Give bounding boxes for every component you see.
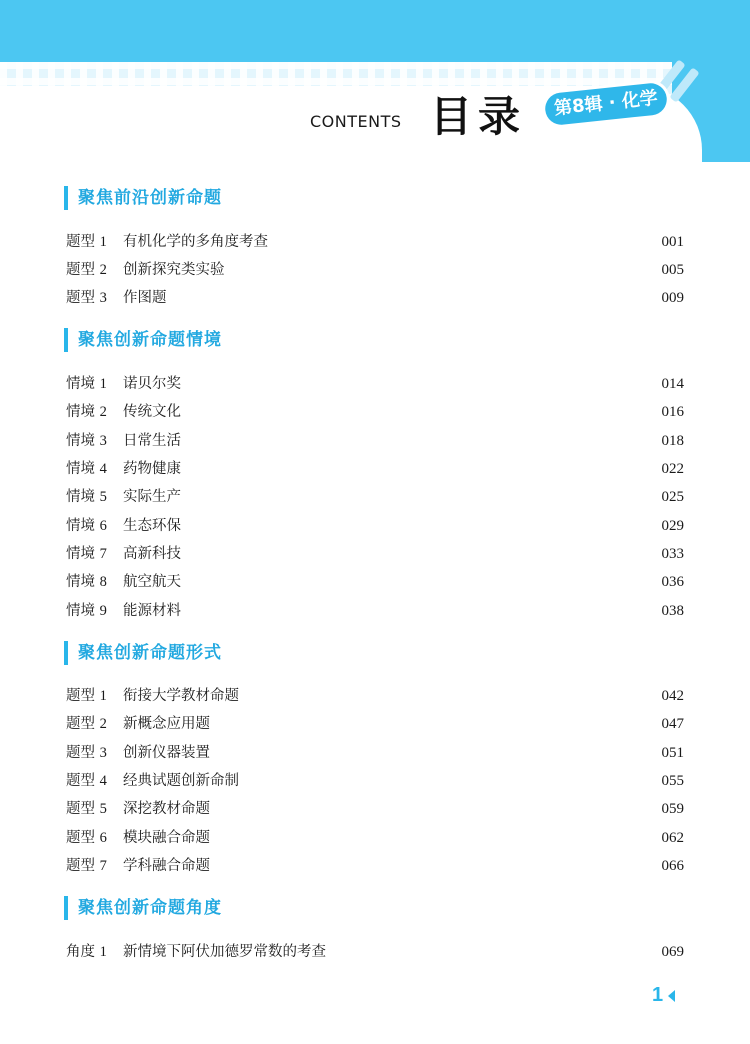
toc-entry[interactable] — [66, 798, 684, 820]
toc-entry-label: 题型 7 — [66, 858, 107, 874]
toc-entry[interactable] — [66, 941, 684, 963]
toc-entry[interactable] — [66, 373, 684, 395]
toc-entry-page: 025 — [661, 489, 684, 505]
toc-entry[interactable] — [66, 571, 684, 593]
toc-entry-label: 情境 8 — [66, 574, 107, 590]
section-heading-angle: 聚焦创新命题角度 — [64, 896, 222, 920]
toc-entry[interactable] — [66, 543, 684, 565]
toc-entry[interactable] — [66, 231, 684, 253]
toc-entry-page: 036 — [661, 574, 684, 590]
toc-entry-title: 模块融合命题 — [123, 830, 210, 846]
toc-entry-label: 情境 9 — [66, 603, 107, 619]
toc-entry[interactable] — [66, 827, 684, 849]
toc-entry-label: 题型 2 — [66, 716, 107, 732]
toc-entry-label: 题型 6 — [66, 830, 107, 846]
page-number: 1 — [652, 984, 664, 1006]
toc-entry-page: 047 — [661, 716, 684, 732]
toc-entry-label: 题型 1 — [66, 234, 107, 250]
toc-entry[interactable] — [66, 287, 684, 309]
toc-entry-title: 实际生产 — [123, 489, 181, 505]
toc-entry[interactable] — [66, 600, 684, 622]
toc-entry-page: 033 — [661, 546, 684, 562]
toc-entry[interactable] — [66, 742, 684, 764]
toc-entry-label: 情境 3 — [66, 433, 107, 449]
toc-entry-label: 题型 1 — [66, 688, 107, 704]
header-band — [0, 0, 750, 62]
toc-entry[interactable] — [66, 515, 684, 537]
toc-entry-title: 生态环保 — [123, 518, 181, 534]
toc-entry-label: 情境 7 — [66, 546, 107, 562]
toc-entry[interactable] — [66, 430, 684, 452]
toc-entry-page: 062 — [661, 830, 684, 846]
toc-entry-label: 情境 2 — [66, 404, 107, 420]
contents-label: CONTENTS — [310, 112, 402, 131]
toc-entry-title: 高新科技 — [123, 546, 181, 562]
toc-entry-title: 经典试题创新命制 — [123, 773, 239, 789]
toc-entry-title: 衔接大学教材命题 — [123, 688, 239, 704]
toc-entry-page: 009 — [661, 290, 684, 306]
toc-entry-page: 051 — [661, 745, 684, 761]
toc-entry-page: 066 — [661, 858, 684, 874]
toc-entry-page: 042 — [661, 688, 684, 704]
toc-entry-title: 药物健康 — [123, 461, 181, 477]
toc-entry-title: 能源材料 — [123, 603, 181, 619]
page-arrow-icon — [668, 990, 675, 1002]
toc-entry-label: 情境 6 — [66, 518, 107, 534]
toc-entry-title: 作图题 — [123, 290, 167, 306]
toc-entry[interactable] — [66, 855, 684, 877]
toc-entry-page: 018 — [661, 433, 684, 449]
toc-entry-label: 角度 1 — [66, 944, 107, 960]
toc-entry-label: 题型 3 — [66, 290, 107, 306]
toc-entry-label: 题型 2 — [66, 262, 107, 278]
toc-entry-title: 航空航天 — [123, 574, 181, 590]
toc-entry-title: 创新探究类实验 — [123, 262, 225, 278]
toc-entry-label: 情境 1 — [66, 376, 107, 392]
toc-entry[interactable] — [66, 685, 684, 707]
toc-entry-label: 题型 4 — [66, 773, 107, 789]
toc-entry-page: 022 — [661, 461, 684, 477]
section-heading-form: 聚焦创新命题形式 — [64, 641, 222, 665]
toc-entry[interactable] — [66, 401, 684, 423]
toc-entry-label: 题型 3 — [66, 745, 107, 761]
toc-entry-title: 新情境下阿伏加德罗常数的考查 — [123, 944, 326, 960]
toc-entry-title: 诺贝尔奖 — [123, 376, 181, 392]
toc-entry-title: 创新仪器装置 — [123, 745, 210, 761]
toc-entry-page: 038 — [661, 603, 684, 619]
toc-entry[interactable] — [66, 259, 684, 281]
toc-entry-page: 055 — [661, 773, 684, 789]
toc-entry-label: 题型 5 — [66, 801, 107, 817]
page-title: 目录 — [430, 92, 527, 141]
section-heading-context: 聚焦创新命题情境 — [64, 328, 222, 352]
section-heading-frontier: 聚焦前沿创新命题 — [64, 186, 222, 210]
toc-entry-label: 情境 4 — [66, 461, 107, 477]
toc-entry[interactable] — [66, 713, 684, 735]
subject-badge: 第8辑 · 化学 — [544, 82, 669, 127]
toc-entry-title: 有机化学的多角度考查 — [123, 234, 268, 250]
toc-entry-page: 029 — [661, 518, 684, 534]
toc-entry-page: 001 — [661, 234, 684, 250]
toc-entry[interactable] — [66, 770, 684, 792]
toc-entry-title: 传统文化 — [123, 404, 181, 420]
toc-entry[interactable] — [66, 486, 684, 508]
toc-entry-page: 069 — [661, 944, 684, 960]
toc-entry-title: 深挖教材命题 — [123, 801, 210, 817]
toc-entry-page: 059 — [661, 801, 684, 817]
toc-entry-page: 005 — [661, 262, 684, 278]
toc-entry-page: 016 — [661, 404, 684, 420]
toc-entry-title: 学科融合命题 — [123, 858, 210, 874]
toc-entry-title: 日常生活 — [123, 433, 181, 449]
toc-entry-page: 014 — [661, 376, 684, 392]
toc-entry[interactable] — [66, 458, 684, 480]
toc-entry-title: 新概念应用题 — [123, 716, 210, 732]
toc-entry-label: 情境 5 — [66, 489, 107, 505]
